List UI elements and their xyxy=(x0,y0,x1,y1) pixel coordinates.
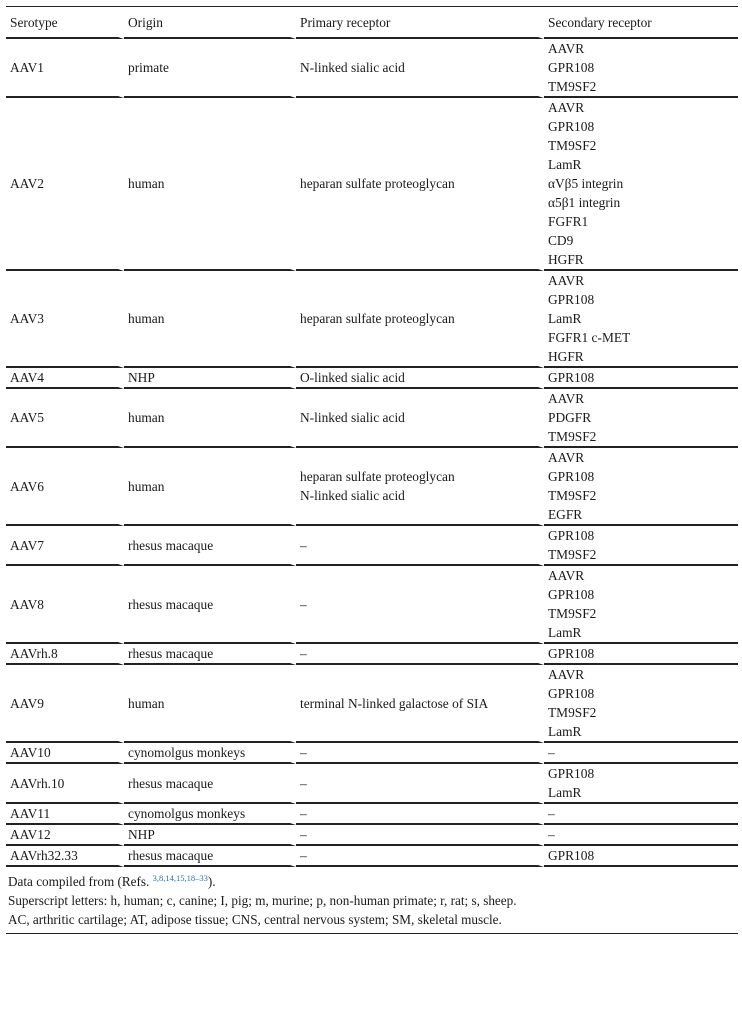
primary-receptor-cell xyxy=(296,825,544,846)
table-row xyxy=(6,743,738,764)
table-row xyxy=(6,825,738,846)
table-row xyxy=(6,665,738,743)
secondary-receptor-cell xyxy=(544,368,738,389)
primary-receptor-cell xyxy=(296,271,544,368)
footnote-reference-links[interactable]: 3,8,14,15,18–33 xyxy=(152,873,208,883)
secondary-receptor-item: HGFR xyxy=(548,349,584,364)
secondary-receptor-item: αVβ5 integrin xyxy=(548,176,624,191)
origin-cell: human xyxy=(124,98,296,271)
secondary-receptor-item: TM9SF2 xyxy=(548,138,597,153)
secondary-receptor-cell xyxy=(544,644,738,665)
secondary-receptor-item: GPR108 xyxy=(548,60,595,75)
secondary-receptor-item: – xyxy=(548,827,555,842)
primary-receptor-item: N-linked sialic acid xyxy=(300,488,405,503)
serotype-cell: AAV9 xyxy=(6,665,124,743)
primary-receptor-cell xyxy=(296,644,544,665)
secondary-receptor-cell xyxy=(544,98,738,271)
secondary-receptor-cell xyxy=(544,804,738,825)
origin-cell: human xyxy=(124,665,296,743)
serotype-cell: AAVrh.8 xyxy=(6,644,124,665)
primary-receptor-item: – xyxy=(300,537,307,553)
header-serotype: Serotype xyxy=(6,7,124,39)
secondary-receptor-item: TM9SF2 xyxy=(548,488,597,503)
secondary-receptor-item: GPR108 xyxy=(548,686,595,701)
primary-receptor-item: – xyxy=(300,827,307,842)
secondary-receptor-item: AAVR xyxy=(548,100,585,115)
primary-receptor-cell xyxy=(296,368,544,389)
header-row xyxy=(6,7,738,39)
origin-cell: NHP xyxy=(124,825,296,846)
primary-receptor-cell xyxy=(296,804,544,825)
secondary-receptor-cell xyxy=(544,825,738,846)
secondary-receptor-cell xyxy=(544,743,738,764)
header-origin: Origin xyxy=(124,7,296,39)
primary-receptor-cell xyxy=(296,566,544,644)
origin-cell: NHP xyxy=(124,368,296,389)
table-row xyxy=(6,448,738,526)
primary-receptor-cell xyxy=(296,665,544,743)
table-header xyxy=(6,7,738,39)
secondary-receptor-item: HGFR xyxy=(548,252,584,267)
primary-receptor-item: heparan sulfate proteoglycan xyxy=(300,311,455,326)
secondary-receptor-item: PDGFR xyxy=(548,410,592,425)
origin-cell: human xyxy=(124,271,296,368)
secondary-receptor-item: GPR108 xyxy=(548,370,595,385)
secondary-receptor-item: AAVR xyxy=(548,41,585,56)
secondary-receptor-item: TM9SF2 xyxy=(548,79,597,94)
secondary-receptor-item: TM9SF2 xyxy=(548,606,597,621)
table-row xyxy=(6,389,738,448)
secondary-receptor-cell xyxy=(544,526,738,566)
footnote-data-suffix: ). xyxy=(207,874,216,889)
secondary-receptor-item: LamR xyxy=(548,724,582,739)
footnote-superscript-note: Superscript letters: h, human; c, canine; I, pig; m, murine; p, non-human primate; r, rat; s, sheep. xyxy=(8,893,517,908)
primary-receptor-item: heparan sulfate proteoglycan xyxy=(300,469,455,484)
serotype-cell: AAV5 xyxy=(6,389,124,448)
footnote-data-prefix: Data compiled from (Refs. xyxy=(8,874,153,889)
origin-cell: rhesus macaque xyxy=(124,846,296,867)
secondary-receptor-item: GPR108 xyxy=(548,119,595,134)
primary-receptor-cell xyxy=(296,743,544,764)
secondary-receptor-item: GPR108 xyxy=(548,766,595,781)
secondary-receptor-cell xyxy=(544,846,738,867)
secondary-receptor-item: FGFR1 xyxy=(548,214,589,229)
receptor-table-container xyxy=(6,6,738,934)
primary-receptor-item: N-linked sialic acid xyxy=(300,410,405,425)
serotype-cell: AAV2 xyxy=(6,98,124,271)
secondary-receptor-cell xyxy=(544,665,738,743)
primary-receptor-item: – xyxy=(300,848,307,863)
primary-receptor-item: terminal N-linked galactose of SIA xyxy=(300,695,489,711)
footnote-data-source xyxy=(8,872,736,891)
secondary-receptor-item: TM9SF2 xyxy=(548,705,597,720)
primary-receptor-cell xyxy=(296,39,544,98)
secondary-receptor-cell xyxy=(544,389,738,448)
secondary-receptor-item: α5β1 integrin xyxy=(548,195,621,210)
secondary-receptor-item: CD9 xyxy=(548,233,574,248)
secondary-receptor-item: LamR xyxy=(548,625,582,640)
secondary-receptor-item: LamR xyxy=(548,157,582,172)
secondary-receptor-item: GPR108 xyxy=(548,587,595,602)
secondary-receptor-item: AAVR xyxy=(548,450,585,465)
secondary-receptor-item: AAVR xyxy=(548,391,585,406)
secondary-receptor-item: TM9SF2 xyxy=(548,429,597,444)
table-row xyxy=(6,644,738,665)
secondary-receptor-item: GPR108 xyxy=(548,292,595,307)
serotype-cell: AAV11 xyxy=(6,804,124,825)
table-row xyxy=(6,846,738,867)
origin-cell: human xyxy=(124,448,296,526)
secondary-receptor-item: – xyxy=(548,745,555,760)
serotype-cell: AAV1 xyxy=(6,39,124,98)
table-footnotes xyxy=(6,867,738,933)
serotype-cell: AAVrh32.33 xyxy=(6,846,124,867)
header-primary-receptor: Primary receptor xyxy=(296,7,544,39)
serotype-cell: AAV12 xyxy=(6,825,124,846)
secondary-receptor-item: LamR xyxy=(548,311,582,326)
secondary-receptor-item: – xyxy=(548,806,555,821)
primary-receptor-item: N-linked sialic acid xyxy=(300,60,405,75)
primary-receptor-cell xyxy=(296,526,544,566)
secondary-receptor-item: AAVR xyxy=(548,667,585,682)
secondary-receptor-cell xyxy=(544,566,738,644)
primary-receptor-item: – xyxy=(300,806,307,821)
origin-cell: cynomolgus monkeys xyxy=(124,743,296,764)
secondary-receptor-item: GPR108 xyxy=(548,469,595,484)
origin-cell: rhesus macaque xyxy=(124,644,296,665)
origin-cell: rhesus macaque xyxy=(124,566,296,644)
secondary-receptor-item: FGFR1 c-MET xyxy=(548,330,631,345)
serotype-cell: AAV8 xyxy=(6,566,124,644)
origin-cell: primate xyxy=(124,39,296,98)
table-row xyxy=(6,271,738,368)
secondary-receptor-item: GPR108 xyxy=(548,646,595,661)
secondary-receptor-item: AAVR xyxy=(548,273,585,288)
serotype-cell: AAV10 xyxy=(6,743,124,764)
secondary-receptor-cell xyxy=(544,764,738,804)
primary-receptor-cell xyxy=(296,389,544,448)
secondary-receptor-cell xyxy=(544,271,738,368)
primary-receptor-item: – xyxy=(300,646,307,661)
primary-receptor-cell xyxy=(296,846,544,867)
table-row xyxy=(6,526,738,566)
secondary-receptor-item: EGFR xyxy=(548,507,583,522)
serotype-cell: AAVrh.10 xyxy=(6,764,124,804)
primary-receptor-item: – xyxy=(300,775,307,791)
table-row xyxy=(6,566,738,644)
secondary-receptor-item: AAVR xyxy=(548,568,585,583)
primary-receptor-cell xyxy=(296,448,544,526)
footnote-abbreviations: AC, arthritic cartilage; AT, adipose tissue; CNS, central nervous system; SM, skeletal muscle. xyxy=(8,912,502,927)
secondary-receptor-item: GPR108 xyxy=(548,848,595,863)
origin-cell: cynomolgus monkeys xyxy=(124,804,296,825)
secondary-receptor-cell xyxy=(544,39,738,98)
secondary-receptor-item: GPR108 xyxy=(548,528,595,543)
primary-receptor-cell xyxy=(296,98,544,271)
table-row xyxy=(6,368,738,389)
secondary-receptor-cell xyxy=(544,448,738,526)
header-secondary-receptor: Secondary receptor xyxy=(544,7,738,39)
table-row xyxy=(6,39,738,98)
origin-cell: human xyxy=(124,389,296,448)
secondary-receptor-item: LamR xyxy=(548,785,582,800)
table-body xyxy=(6,39,738,867)
serotype-cell: AAV7 xyxy=(6,526,124,566)
primary-receptor-item: heparan sulfate proteoglycan xyxy=(300,176,455,191)
table-bottom-rule xyxy=(6,933,738,934)
secondary-receptor-item: TM9SF2 xyxy=(548,547,597,562)
table-row xyxy=(6,98,738,271)
primary-receptor-item: O-linked sialic acid xyxy=(300,370,405,385)
primary-receptor-cell xyxy=(296,764,544,804)
origin-cell: rhesus macaque xyxy=(124,764,296,804)
origin-cell: rhesus macaque xyxy=(124,526,296,566)
serotype-cell: AAV4 xyxy=(6,368,124,389)
serotype-cell: AAV6 xyxy=(6,448,124,526)
table-row xyxy=(6,764,738,804)
table-row xyxy=(6,804,738,825)
primary-receptor-item: – xyxy=(300,745,307,760)
primary-receptor-item: – xyxy=(300,596,307,612)
serotype-cell: AAV3 xyxy=(6,271,124,368)
aav-receptor-table xyxy=(6,7,738,867)
